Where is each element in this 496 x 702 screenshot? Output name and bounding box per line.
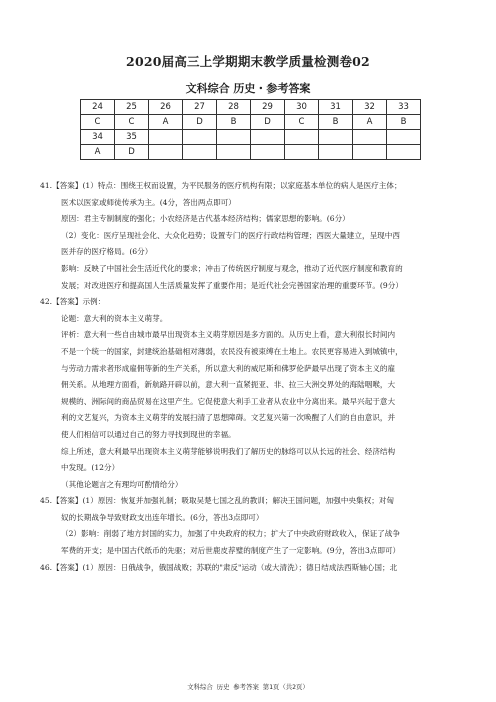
answer-table-cell xyxy=(285,145,319,160)
answer-table-row xyxy=(81,115,421,130)
answer-table-cell: B xyxy=(217,115,251,130)
q42-line: 规模的、洲际间的商品贸易在这里产生。它促使意大利手工业者从农业中分离出来。最早兴起于意大 xyxy=(61,396,396,406)
answer-table-cell: B xyxy=(387,115,421,130)
q45-line: （2）影响：削弱了地方封国的实力，加强了中央政府的权力；扩大了中央政府财政收入，保证了战争 xyxy=(61,529,400,539)
answer-body xyxy=(40,178,472,576)
answer-table-cell: D xyxy=(251,115,285,130)
answer-table-cell: D xyxy=(115,145,149,160)
q42-line: 利的文艺复兴，为资本主义萌芽的发展扫清了思想障碍。文艺复兴第一次唤醒了人们的自由意识，并 xyxy=(61,413,396,423)
answer-table-cell xyxy=(149,130,183,145)
q42-line: 中发现。(12分） xyxy=(61,463,120,473)
answer-table-cell: C xyxy=(285,115,319,130)
answer-table-cell: 27 xyxy=(183,100,217,115)
answer-table-cell: 25 xyxy=(115,100,149,115)
answer-table-cell: 34 xyxy=(81,130,115,145)
answer-table-cell xyxy=(183,145,217,160)
q42-line: 论题：意大利的资本主义萌芽。 xyxy=(61,313,168,323)
q45-line: 军费的开支；是中国古代纸币的先驱；对后世鹿皮荐璧的制度产生了一定影响。(9分，答出3点即可） xyxy=(61,546,401,556)
answer-table-cell: A xyxy=(149,115,183,130)
answer-table-cell xyxy=(183,130,217,145)
answer-table-cell xyxy=(353,130,387,145)
q42-line: 与劳动力需求者形成雇佣等新的生产关系，所以意大利的威尼斯和佛罗伦萨最早出现了资本主义的雇 xyxy=(61,363,396,373)
answer-table-cell xyxy=(251,145,285,160)
q41-line: 影响：反映了中国社会生活近代化的要求；冲击了传统医疗制度与观念，推动了近代医疗制度和教育的 xyxy=(61,263,403,273)
document-title: 2020届高三上学期期末教学质量检测卷02 xyxy=(126,54,370,69)
answer-table-cell: 32 xyxy=(353,100,387,115)
q41-line: 原因：君主专制制度的强化；小农经济是古代基本经济结构；儒家思想的影响。(6分） xyxy=(61,214,350,224)
answer-table-cell: C xyxy=(115,115,149,130)
q41-line: 医并存的医疗格局。(6分） xyxy=(61,247,153,257)
answer-table-cell: 29 xyxy=(251,100,285,115)
answer-table-cell xyxy=(319,145,353,160)
q42-line: （其他论题言之有理均可酌情给分） xyxy=(61,479,183,489)
q41-line: 医术以医家或师徒传承为主。(4分，答出两点即可） xyxy=(61,197,236,207)
answer-table-cell xyxy=(217,130,251,145)
answer-table-cell xyxy=(353,145,387,160)
q42-line: 不是一个统一的国家，封建统治基础相对薄弱，农民没有被束缚在土地上。农民更容易进入到城镇中， xyxy=(61,346,403,356)
answer-table-cell: D xyxy=(183,115,217,130)
document-subtitle: 文科综合 历史・参考答案 xyxy=(185,82,311,95)
answer-table-cell xyxy=(387,130,421,145)
answer-table-cell xyxy=(251,130,285,145)
answer-table xyxy=(80,99,421,160)
answer-table-cell xyxy=(319,130,353,145)
answer-table-cell: A xyxy=(353,115,387,130)
page-footer: 文科综合 历史 参考答案 第1页（共2页） xyxy=(187,683,309,691)
answer-table-cell: A xyxy=(81,145,115,160)
answer-table-cell: 31 xyxy=(319,100,353,115)
q42-line: 佣关系。从地理方面看，新航路开辟以前，意大利一直紧扼亚、非、拉三大洲交界处的海陆咽喉，大 xyxy=(61,380,396,390)
answer-table-row xyxy=(81,100,421,115)
answer-table-cell: 28 xyxy=(217,100,251,115)
q42-line: 综上所述，意大利最早出现资本主义萌芽能够说明我们了解历史的脉络可以从长远的社会、经济结构 xyxy=(61,446,396,456)
q41-line: （2）变化：医疗呈现社会化、大众化趋势；设置专门的医疗行政结构管理；西医大量建立，呈现中西 xyxy=(61,230,400,240)
q42-line: 使人们相信可以通过自己的努力寻找到现世的幸福。 xyxy=(61,429,236,439)
q42-line: 42.【答案】示例： xyxy=(40,297,106,307)
answer-table-cell: 33 xyxy=(387,100,421,115)
answer-table-cell: B xyxy=(319,115,353,130)
answer-table-cell xyxy=(285,130,319,145)
answer-table-row xyxy=(81,130,421,145)
answer-table-cell: 35 xyxy=(115,130,149,145)
q45-line: 45.【答案】(1）原因：恢复并加强礼制；吸取吴楚七国之乱的教训；解决王国问题，加强中央集权；对匈 xyxy=(40,496,394,506)
q42-line: 评析：意大利一些自由城市最早出现资本主义萌芽原因是多方面的。从历史上看，意大利很长时间内 xyxy=(61,330,396,340)
q46-line: 46.【答案】(1）原因：日俄战争，俄国战败；苏联的"肃反"运动（或大清洗）；德日结成法西斯轴心国；北 xyxy=(40,562,398,572)
answer-table-cell xyxy=(217,145,251,160)
q41-line: 发展；对改进医疗和提高国人生活质量发挥了重要作用；是近代社会完善国家治理的重要环节。(9分） xyxy=(61,280,403,290)
answer-table-cell: 26 xyxy=(149,100,183,115)
answer-table-cell: C xyxy=(81,115,115,130)
answer-table-row xyxy=(81,145,421,160)
answer-table-cell xyxy=(387,145,421,160)
answer-table-cell: 30 xyxy=(285,100,319,115)
q45-line: 奴的长期战争导致财政支出连年增长。(6分，答出3点即可） xyxy=(61,512,264,522)
q41-line: 41.【答案】(1）特点：围绕王权而设置，为平民服务的医疗机构有限；以家庭基本单位的病人是医疗主体； xyxy=(40,181,402,190)
answer-table-cell: 24 xyxy=(81,100,115,115)
answer-table-cell xyxy=(149,145,183,160)
